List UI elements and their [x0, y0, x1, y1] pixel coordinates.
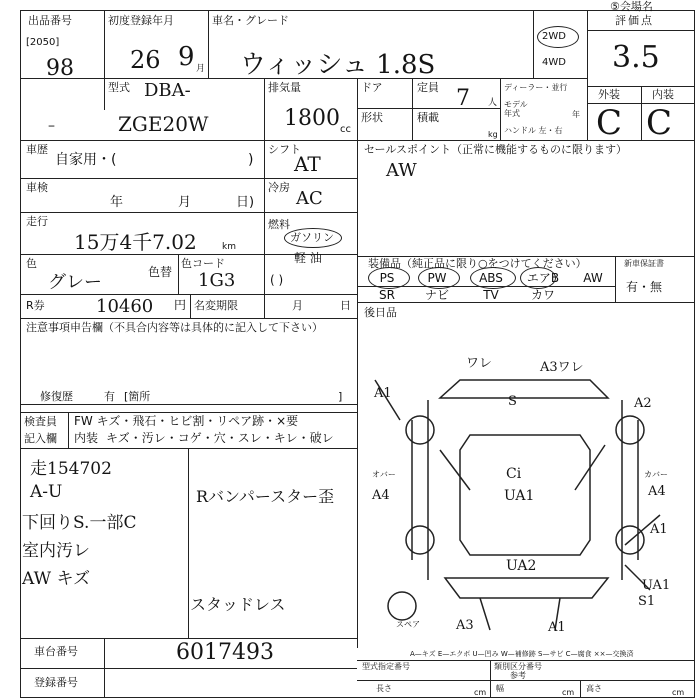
model-label: 型式 [108, 81, 130, 94]
lot-label: 出品番号 [28, 14, 72, 27]
mileage-label: 走行 [26, 215, 48, 228]
ac-label: 冷房 [268, 181, 290, 194]
equip-sr: SR [379, 288, 395, 302]
height-unit: cm [672, 688, 685, 697]
first-reg-month: 9 [178, 42, 195, 72]
height-label: 高さ [586, 684, 602, 693]
equip-abs: ABS [479, 271, 503, 285]
chassis-label: 車台番号 [34, 645, 78, 658]
displacement-value: 1800 [284, 106, 340, 131]
inspection-year: 年 [110, 195, 124, 210]
car-rear-outline [445, 578, 608, 598]
width-unit: cm [562, 688, 575, 697]
fuel-gas: ガソリン [290, 231, 334, 244]
door-label: ドア [361, 81, 383, 94]
grade-label: 評価点 [615, 14, 654, 27]
equip-leather: カワ [530, 288, 555, 302]
equip-ps: PS [379, 271, 395, 285]
hand-note-5: AW キズ [22, 569, 91, 589]
warranty-label: 新車保証書 [624, 259, 664, 268]
diag-mark-2: A3ワレ [540, 360, 584, 375]
equip-pw: PW [427, 271, 447, 285]
repair-yes: 有 [104, 390, 115, 403]
equip-navi: ナビ [424, 288, 449, 302]
venue-label: ⑤会場名 [610, 0, 653, 13]
fuel-diesel: 軽 油 [294, 251, 322, 265]
drive-2wd: 2WD [542, 31, 566, 42]
recycle-value: 10460 [96, 296, 154, 317]
width-label: 幅 [496, 684, 504, 693]
diag-side-left: オバー [372, 470, 396, 479]
model-value: DBA- [144, 80, 191, 101]
dim-label-1: 類別区分番号 [494, 662, 542, 671]
mileage-unit: km [222, 242, 236, 252]
diag-mark-15: A1 [548, 620, 566, 635]
diag-mark-5: A2 [634, 396, 652, 411]
spare-wheel [388, 592, 416, 620]
sales-point-value: AW [386, 160, 417, 181]
grade-value: 3.5 [612, 40, 660, 75]
capacity-unit: 人 [488, 98, 498, 108]
diag-mark-6: Ci [506, 466, 522, 482]
inspection-label: 車検 [26, 181, 48, 194]
equip-aw: AW [583, 271, 603, 285]
diag-mark-7: UA1 [504, 488, 535, 504]
category-value: 自家用・( [55, 152, 117, 168]
year-unit: 年 [572, 110, 580, 119]
hand-note-1: 走154702 [30, 459, 112, 479]
sales-point-label: セールスポイント（正常に機能するものに限ります） [364, 143, 628, 156]
displacement-unit: cc [340, 124, 351, 135]
diag-spare: スペア [396, 620, 420, 629]
length-label: 長さ [376, 684, 392, 693]
diag-mark-8: A4 [372, 488, 390, 503]
load-label: 積載 [417, 111, 439, 124]
diag-mark-11: A1 [650, 522, 668, 537]
capacity-value: 7 [456, 86, 470, 111]
lot-number: 98 [46, 56, 74, 81]
warranty-value: 有・無 [626, 280, 663, 294]
lot-mark: – [48, 118, 55, 134]
diag-mark-14: A3 [456, 618, 474, 633]
car-name-label: 車名・グレード [212, 14, 289, 27]
diag-mark-10: UA2 [506, 558, 537, 574]
month-unit: 月 [196, 64, 206, 74]
color-label: 色 [26, 257, 37, 270]
diag-mark-3: S [508, 394, 517, 409]
color-code-value: 1G3 [198, 270, 236, 291]
equip-ps-circle [368, 267, 410, 289]
recycle-label: R券 [26, 299, 45, 312]
wheel-front-right [616, 416, 644, 444]
handle-label: ハンドル 左・右 [504, 126, 563, 135]
model-code: ZGE20W [118, 112, 209, 136]
equipment-label: 装備品（純正品に限り○をつけてください） [368, 257, 587, 270]
inspection-row2-prefix: 内装 [74, 431, 99, 445]
color-value: グレー [48, 272, 102, 293]
chassis-value: 6017493 [176, 640, 274, 665]
rear-items-label: 後日品 [364, 306, 397, 319]
equip-abs-circle [470, 267, 516, 289]
inspection-row2: キズ・汚レ・コゲ・穴・スレ・キレ・破レ [106, 431, 334, 445]
exterior-value: C [596, 103, 623, 143]
diag-mark-4: A1 [374, 386, 392, 401]
exterior-label: 外装 [598, 88, 620, 101]
recycle-yen: 円 [174, 298, 187, 312]
equip-airbag-circle [520, 267, 556, 289]
displacement-label: 排気量 [268, 81, 301, 94]
wheel-rear-left [406, 526, 434, 554]
diag-legend: A—キズ E—エクボ U—凹み W—補修跡 S—サビ C—腐食 ××—交換済 [410, 650, 634, 658]
stud-note: スタッドレス [190, 595, 286, 614]
expiry-day: 日 [340, 299, 351, 312]
color-code-label: 色コード [181, 257, 225, 270]
first-reg-label: 初度登録年月 [108, 14, 174, 27]
color-swap-label: 色替 [148, 265, 173, 279]
interior-value: C [646, 103, 673, 143]
load-unit: kg [488, 130, 498, 139]
ac-value: AC [296, 188, 323, 209]
record-label: 記入欄 [24, 432, 57, 445]
diag-mark-13: S1 [638, 594, 656, 609]
dealer-label: ディーラー・並行 [504, 83, 568, 92]
capacity-label: 定員 [417, 81, 439, 94]
equip-airbag: エアB [526, 271, 560, 285]
fuel-label: 燃料 [268, 218, 290, 231]
model-year-label: モデル 年式 [504, 100, 528, 118]
mileage-value: 15万4千7.02 [74, 230, 197, 254]
dim-label-3: 型式指定番号 [362, 662, 410, 671]
inspection-month: 月 [178, 195, 192, 210]
dim-label-2: 参考 [510, 671, 526, 680]
hand-note-3: 下回りS.一部C [22, 513, 137, 533]
length-unit: cm [474, 688, 487, 697]
fuel-paren: ( ) [270, 273, 284, 287]
car-name-value: ウィッシュ 1.8S [240, 50, 436, 80]
diag-mark-1: ワレ [466, 356, 493, 371]
car-front-outline [440, 380, 608, 398]
shape-label: 形状 [361, 111, 383, 124]
lot-code: [2050] [26, 37, 60, 48]
inspection-row1: FW キズ・飛石・ヒビ割・リペア跡・×要 [74, 414, 299, 428]
diag-side-right: カバー [644, 470, 668, 479]
caution-label: 注意事項申告欄（不具合内容等は具体的に記入して下さい） [26, 321, 323, 334]
repair-end: ] [338, 390, 343, 403]
equip-pw-circle [418, 267, 460, 289]
hand-note-4: 室内汚レ [22, 541, 90, 561]
inspection-day: 日) [236, 195, 255, 210]
repair-place: [箇所 [124, 390, 151, 403]
first-reg-year: 26 [130, 46, 161, 74]
interior-label: 内装 [652, 88, 674, 101]
diag-mark-9: A4 [648, 484, 666, 499]
expiry-label: 名変期限 [194, 299, 238, 312]
expiry-month: 月 [292, 299, 303, 312]
category-close: ) [248, 152, 254, 168]
repair-label: 修復歴 [40, 390, 73, 403]
drive-4wd: 4WD [542, 57, 566, 68]
rear-bumper-note: Rバンパースター歪 [196, 487, 335, 506]
wheel-front-left [406, 416, 434, 444]
diag-mark-12: UA1 [642, 578, 671, 593]
reg-label: 登録番号 [34, 676, 78, 689]
shift-value: AT [294, 152, 321, 176]
category-label: 車歴 [26, 143, 48, 156]
hand-note-2: A-U [30, 482, 63, 502]
shift-label: シフト [268, 143, 301, 156]
equip-tv: TV [483, 288, 499, 302]
inspector-label: 検査員 [24, 415, 57, 428]
